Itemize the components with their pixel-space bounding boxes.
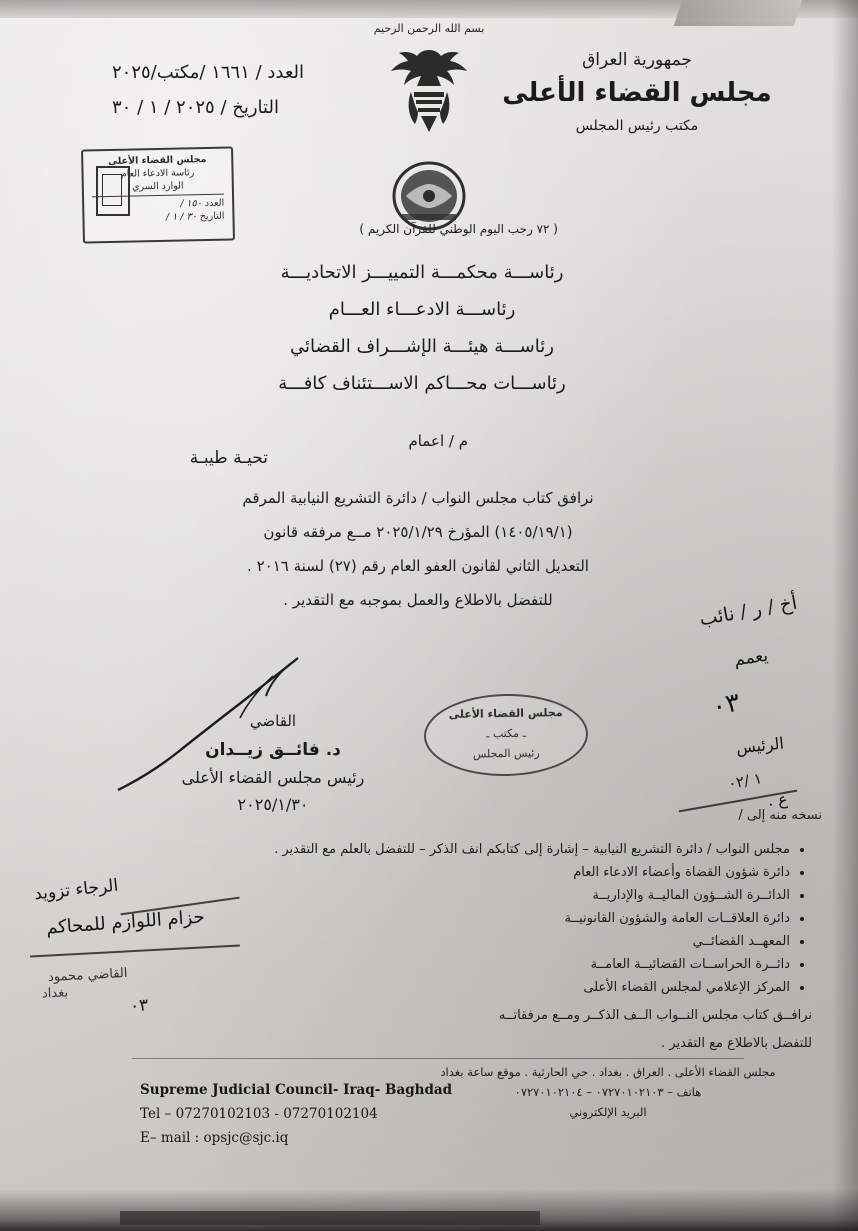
body-paragraph: نرافق كتاب مجلس النواب / دائرة التشريع النيابية المرقم [242,489,594,507]
cc-item: • المركز الإعلامي لمجلس القضاء الأعلى [262,976,790,999]
handwritten-note-left-1: الرجاء تزويد [33,875,120,905]
document-date-value: ٢٠٢٥ / ١ / ٣٠ [112,97,215,118]
document-date-row [112,97,362,118]
signature-date: ٢٠٢٥/١/٣٠ [237,795,309,814]
handwritten-note-5: ١ /٢٠ [726,769,764,793]
stamp-number-value: ١٥٠ / [180,198,202,210]
cc-item: • دائرة العلاقــات العامة والشؤون القانونيــة [262,907,790,930]
handwritten-note-2: يعمم [732,645,770,671]
handwritten-note-3: ٣٠ [709,687,743,723]
body-paragraph: التعديل الثاني لقانون العفو العام رقم (٢٧) لسنة ٢٠١٦ . [247,557,589,575]
footer-address-ar: مجلس القضاء الأعلى . العراق . بغداد . حي الحارثية . موقع ساعة بغداد [440,1065,776,1079]
addressee-item: رئاســـة محكمـــة التمييـــز الاتحاديـــة [280,262,564,283]
addressee-item: رئاســـة هيئـــة الإشـــراف القضائي [290,336,554,357]
office-name: مكتب رئيس المجلس [575,118,699,134]
stamp-date-label: التاريخ [199,210,225,223]
handwritten-note-1: أخ / ر / نائب [698,591,800,631]
footer-email-label-ar: البريد الإلكتروني [569,1105,647,1119]
handwritten-note-left-3: القاضي محمود [47,965,128,986]
signer-role-qadi: القاضي [249,712,297,730]
addressee-item: رئاســـة الادعـــاء العـــام [328,299,516,320]
handwritten-note-left-2: حزام اللوازم للمحاكم [45,906,206,939]
signer-name: د. فائــق زيــدان [205,740,341,760]
document-date-label: التاريخ / [220,97,279,118]
signature-block [158,712,388,814]
subject-line: م / اعمام [408,432,468,450]
council-stamp-line-3: رئيس المجلس [472,746,540,761]
cc-note-line: نرافــق كتاب مجلس النــواب الــف الذكــر ومــع مرفقاتــه [498,1008,812,1023]
body-text [208,486,628,622]
handwritten-note-6: ع . [767,789,789,810]
footer-org-en: Supreme Judicial Council- Iraq- Baghdad [140,1082,453,1098]
council-name: مجلس القضاء الأعلى [502,78,772,108]
stamp-inner-frame-inner [102,174,122,206]
document-number-row [112,62,362,83]
stamp-line-3: الوارد السري [131,180,184,193]
stamp-line-1: مجلس القضاء الأعلى [107,153,207,168]
footer-tel-ar: هاتف – ٠٧٢٧٠١٠٢١٠٣ – ٠٧٢٧٠١٠٢١٠٤ [514,1085,702,1099]
document-number-value: ١٦٦١ /مكتب/٢٠٢٥ [112,62,250,83]
basmala-text: بسم الله الرحمن الرحيم [373,22,485,35]
cc-item: • مجلس النواب / دائرة التشريع النيابية – إشارة إلى كتابكم انف الذكر – للتفضل بالعلم مع التقدير . [262,838,790,861]
header-reference-block [112,62,362,132]
footer-divider [132,1058,744,1059]
council-stamp-line-1: مجلس القضاء الأعلى [448,706,563,721]
country-name: جمهورية العراق [582,50,692,70]
ink-underline-1 [30,945,240,958]
signer-title: رئيس مجلس القضاء الأعلى [181,768,365,787]
cc-item: • الدائــرة الشــؤون الماليــة والإداريــة [262,884,790,907]
handwritten-note-4: الرئيس [735,733,785,758]
greeting-text: تحيـة طيبـة [189,448,268,468]
footer-tel-en: Tel – 07270102103 - 07270102104 [140,1106,378,1122]
cc-note-line: للتفضل بالاطلاع مع التقدير . [661,1036,812,1051]
addressee-list [222,262,622,410]
cc-item: • المعهــد القضائــي [262,930,790,953]
footer-email-en: E– mail : opsjc@sjc.iq [140,1130,289,1146]
stamp-line-2: رئاسة الادعاء العام [120,167,195,180]
handwritten-note-left-5: بغداد [41,985,69,1002]
handwritten-note-left-4: ٣٠ [129,995,150,1017]
stamp-date-value: ٣٠ / ١ / [165,211,197,223]
paper-bottom-strip [120,1211,540,1225]
header-republic-block [502,50,772,134]
stamp-number-label: العدد [204,197,225,210]
body-paragraph: (١٤٠٥/١٩/١) المؤرخ ٢٠٢٥/١/٢٩ مــع مرفقه قانون [263,523,573,541]
iraq-eagle-emblem [381,42,477,152]
official-council-stamp [423,693,588,778]
document-number-label: العدد / [255,62,305,83]
addressee-item: رئاســـات محـــاكم الاســـتئناف كافـــة [278,373,566,394]
cc-item: • دائــرة الحراســات القضائيــة العامــة [262,953,790,976]
paper-right-shadow [832,0,858,1231]
occasion-note: ( ٢٧ رجب اليوم الوطني للقرآن الكريم ) [359,222,558,236]
body-paragraph: للتفضل بالاطلاع والعمل بموجبه مع التقدير . [283,591,553,609]
cc-heading: نسخه منه إلى / [738,808,822,823]
footer-contact-ar [398,1062,818,1122]
council-stamp-line-2: ـ مكتب ـ [486,726,526,741]
cc-item: • دائرة شؤون القضاة وأعضاء الادعاء العام [262,861,790,884]
cc-list [262,838,822,1055]
